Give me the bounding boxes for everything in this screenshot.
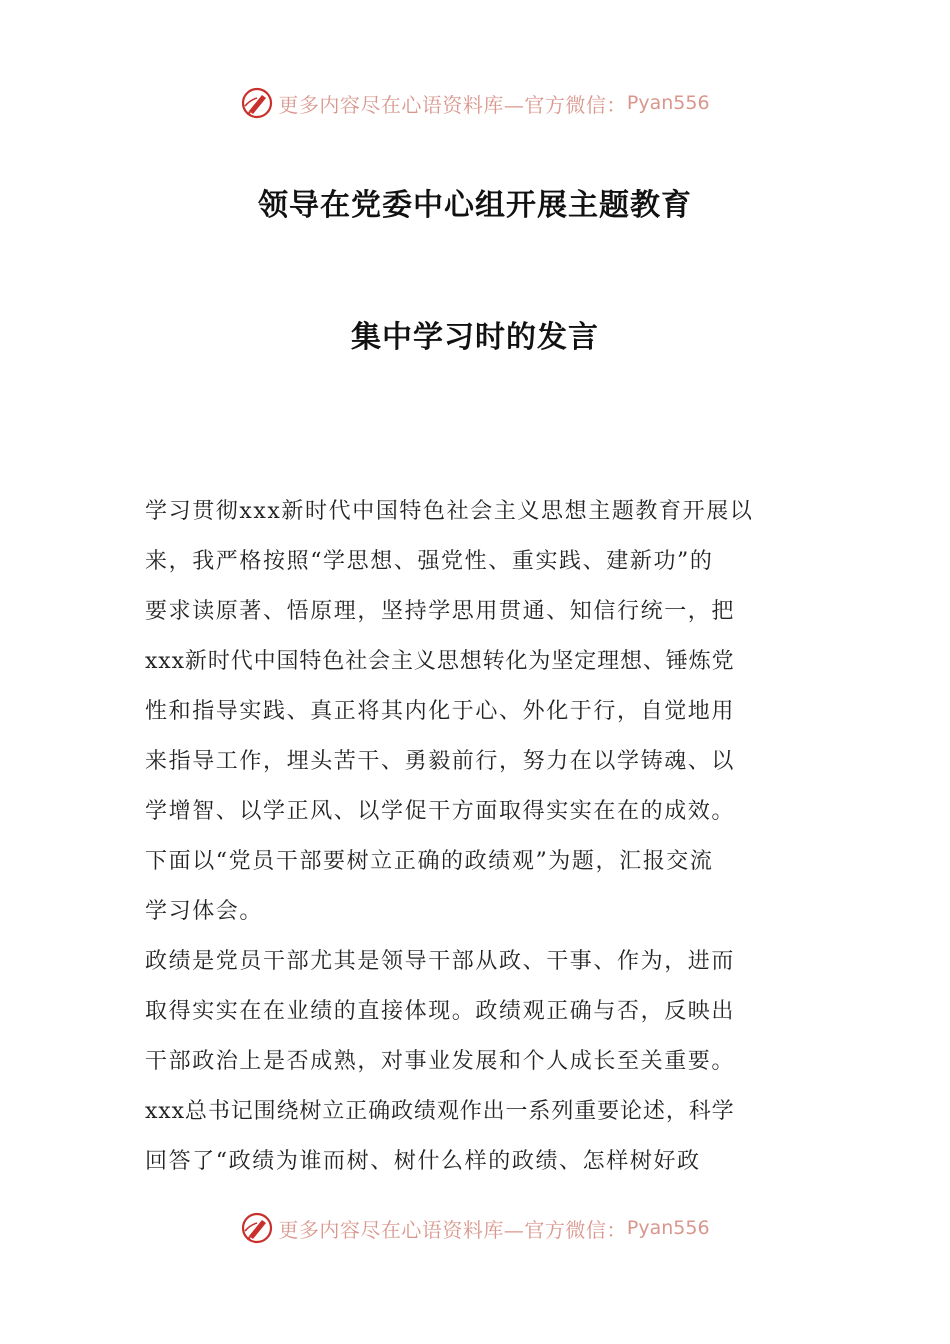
text-line: 要求读原著、悟原理，坚持学思用贯通、知信行统一，把 — [145, 599, 736, 624]
pen-logo-icon — [240, 86, 274, 120]
wechat-id: Pyan556 — [626, 1217, 710, 1239]
text-line: 政绩是党员干部尤其是领导干部从政、干事、作为，进而 — [145, 949, 736, 974]
text-line: 下面以“党员干部要树立正确的政绩观”为题，汇报交流 — [145, 849, 714, 874]
text-line: 回答了“政绩为谁而树、树什么样的政绩、怎样树好政 — [145, 1149, 701, 1174]
text-line: 来指导工作，埋头苦干、勇毅前行，努力在以学铸魂、以 — [145, 749, 736, 774]
wechat-id: Pyan556 — [626, 92, 710, 114]
text-line: xxx总书记围绕树立正确政绩观作出一系列重要论述，科学 — [145, 1099, 735, 1124]
text-line: 学习贯彻xxx新时代中国特色社会主义思想主题教育开展以 — [145, 499, 754, 524]
header-banner — [0, 83, 950, 123]
text-line: xxx新时代中国特色社会主义思想转化为坚定理想、锤炼党 — [145, 649, 735, 674]
text-line: 干部政治上是否成熟，对事业发展和个人成长至关重要。 — [145, 1049, 736, 1074]
banner-text: 更多内容尽在心语资料库—官方微信： — [278, 92, 627, 117]
text-line: 取得实实在在业绩的直接体现。政绩观正确与否，反映出 — [145, 999, 736, 1024]
text-line: 来，我严格按照“学思想、强党性、重实践、建新功”的 — [145, 549, 714, 574]
paragraph-1 — [145, 487, 805, 937]
footer-banner — [0, 1208, 950, 1248]
body-text — [145, 487, 805, 1187]
title-line-2: 集中学习时的发言 — [351, 320, 599, 355]
pen-logo-icon — [240, 1211, 274, 1245]
banner-text: 更多内容尽在心语资料库—官方微信： — [278, 1217, 627, 1242]
text-line: 学增智、以学正风、以学促干方面取得实实在在的成效。 — [145, 799, 736, 824]
title-line-1: 领导在党委中心组开展主题教育 — [258, 188, 692, 223]
paragraph-2 — [145, 937, 805, 1187]
text-line: 性和指导实践、真正将其内化于心、外化于行，自觉地用 — [145, 699, 736, 724]
text-line: 学习体会。 — [145, 899, 264, 924]
